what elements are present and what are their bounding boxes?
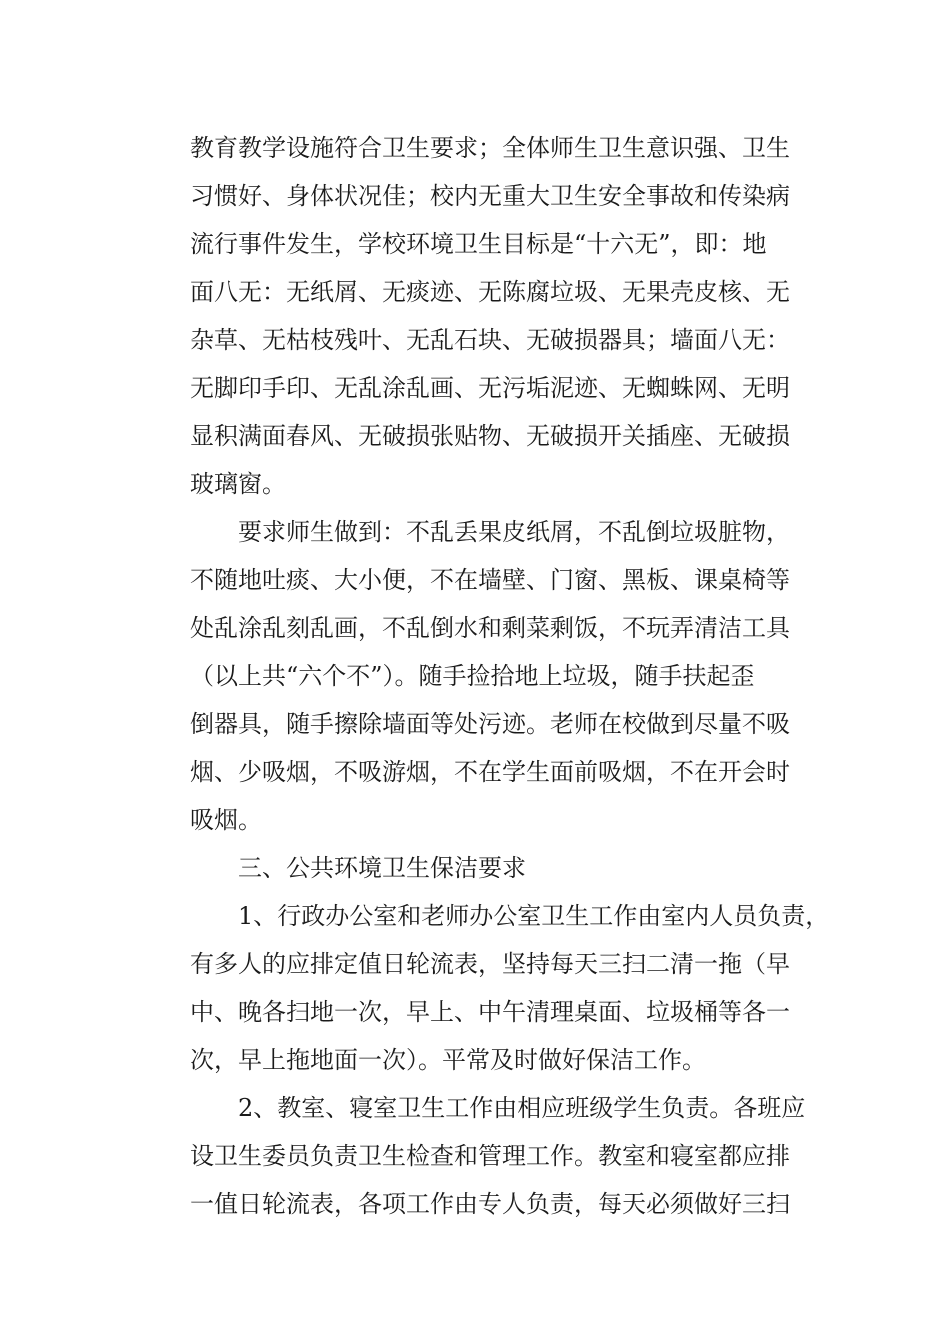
text-line: 吸烟。 [190,806,262,834]
text-line: 教育教学设施符合卫生要求；全体师生卫生意识强、卫生 [190,134,790,162]
body-text [190,124,830,1228]
text-line: 烟、少吸烟，不吸游烟，不在学生面前吸烟，不在开会时 [190,758,790,786]
text-line: 中、晚各扫地一次，早上、中午清理桌面、垃圾桶等各一 [190,998,790,1026]
section-title: 三、公共环境卫生保洁要求 [238,854,526,882]
text-line: 倒器具，随手擦除墙面等处污迹。老师在校做到尽量不吸 [190,710,790,738]
text-line: 杂草、无枯枝残叶、无乱石块、无破损器具；墙面八无： [190,326,790,354]
text-line: （以上共“六个不”）。随手捡拾地上垃圾，随手扶起歪 [190,662,755,690]
text-line: 面八无：无纸屑、无痰迹、无陈腐垃圾、无果壳皮核、无 [190,278,790,306]
paragraph-hygiene-goals [190,124,820,508]
text-line: 习惯好、身体状况佳；校内无重大卫生安全事故和传染病 [190,182,790,210]
text-line: 一值日轮流表，各项工作由专人负责，每天必须做好三扫 [190,1190,790,1218]
text-line: 要求师生做到：不乱丢果皮纸屑，不乱倒垃圾脏物， [238,518,790,546]
text-line: 2、教室、寝室卫生工作由相应班级学生负责。各班应 [238,1094,806,1122]
text-line: 设卫生委员负责卫生检查和管理工作。教室和寝室都应排 [190,1142,790,1170]
text-line: 不随地吐痰、大小便，不在墙壁、门窗、黑板、课桌椅等 [190,566,790,594]
text-line: 无脚印手印、无乱涂乱画、无污垢泥迹、无蜘蛛网、无明 [190,374,790,402]
paragraph-item-2 [190,1084,820,1228]
text-line: 次，早上拖地面一次）。平常及时做好保洁工作。 [190,1046,706,1074]
paragraph-requirements [190,508,820,844]
text-line: 1、行政办公室和老师办公室卫生工作由室内人员负责， [238,902,830,930]
text-line: 玻璃窗。 [190,470,286,498]
text-line: 显积满面春风、无破损张贴物、无破损开关插座、无破损 [190,422,790,450]
paragraph-item-1 [190,892,830,1084]
text-line: 流行事件发生，学校环境卫生目标是“十六无”，即：地 [190,230,767,258]
section-heading [190,844,820,892]
text-line: 有多人的应排定值日轮流表，坚持每天三扫二清一拖（早 [190,950,790,978]
text-line: 处乱涂乱刻乱画，不乱倒水和剩菜剩饭，不玩弄清洁工具 [190,614,790,642]
